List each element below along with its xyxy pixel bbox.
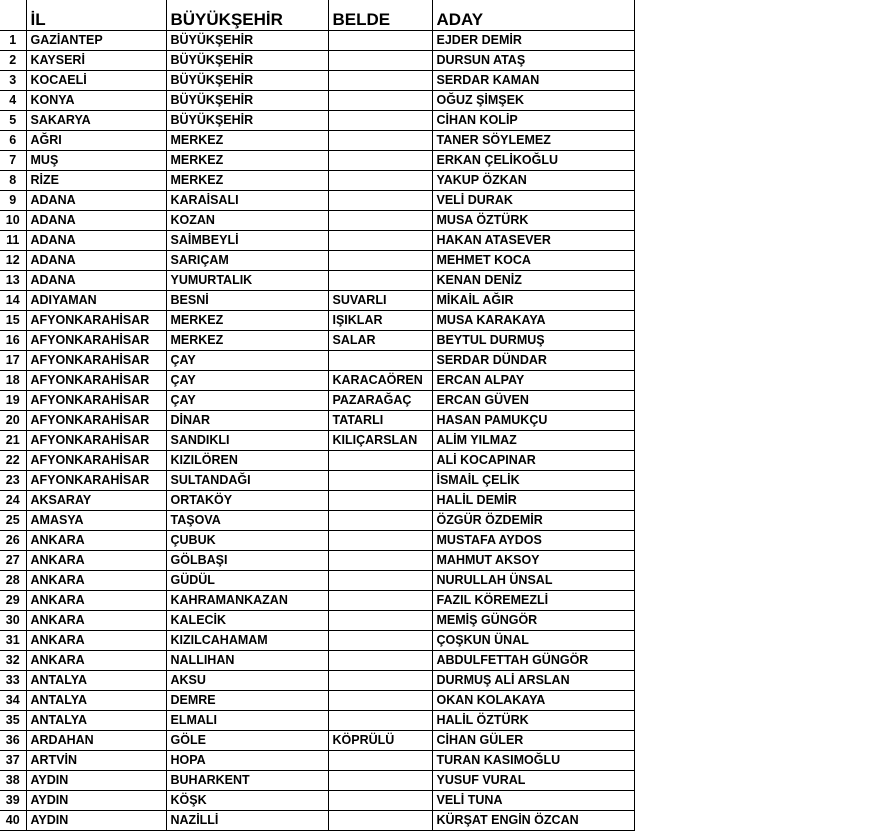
row-index: 2 (0, 51, 26, 71)
table-row (0, 771, 634, 791)
cell-buyuksehir: NAZİLLİ (166, 811, 328, 831)
table-row (0, 131, 634, 151)
cell-aday: YUSUF VURAL (432, 771, 634, 791)
cell-il: MUŞ (26, 151, 166, 171)
table-row (0, 511, 634, 531)
row-index: 30 (0, 611, 26, 631)
cell-il: ANTALYA (26, 691, 166, 711)
cell-buyuksehir: MERKEZ (166, 171, 328, 191)
cell-il: AFYONKARAHİSAR (26, 471, 166, 491)
cell-il: GAZİANTEP (26, 31, 166, 51)
cell-il: ANKARA (26, 551, 166, 571)
cell-belde: IŞIKLAR (328, 311, 432, 331)
cell-belde (328, 651, 432, 671)
table-row (0, 111, 634, 131)
cell-belde (328, 191, 432, 211)
cell-belde (328, 151, 432, 171)
table-row (0, 551, 634, 571)
cell-aday: KENAN DENİZ (432, 271, 634, 291)
cell-buyuksehir: YUMURTALIK (166, 271, 328, 291)
cell-aday: TANER SÖYLEMEZ (432, 131, 634, 151)
cell-belde (328, 611, 432, 631)
cell-buyuksehir: SAİMBEYLİ (166, 231, 328, 251)
header-buyuksehir: BÜYÜKŞEHİR (166, 0, 328, 31)
row-index: 37 (0, 751, 26, 771)
cell-belde (328, 811, 432, 831)
cell-aday: HALİL ÖZTÜRK (432, 711, 634, 731)
cell-aday: SERDAR DÜNDAR (432, 351, 634, 371)
cell-buyuksehir: SULTANDAĞI (166, 471, 328, 491)
row-index: 13 (0, 271, 26, 291)
cell-aday: HASAN PAMUKÇU (432, 411, 634, 431)
cell-il: AYDIN (26, 771, 166, 791)
cell-buyuksehir: BÜYÜKŞEHİR (166, 111, 328, 131)
table-row (0, 171, 634, 191)
cell-buyuksehir: GÜDÜL (166, 571, 328, 591)
row-index: 36 (0, 731, 26, 751)
table-row (0, 151, 634, 171)
cell-il: ANKARA (26, 571, 166, 591)
cell-il: KOCAELİ (26, 71, 166, 91)
cell-il: AĞRI (26, 131, 166, 151)
table-row (0, 191, 634, 211)
cell-il: KAYSERİ (26, 51, 166, 71)
table-row (0, 371, 634, 391)
cell-aday: KÜRŞAT ENGİN ÖZCAN (432, 811, 634, 831)
row-index: 18 (0, 371, 26, 391)
table-row (0, 451, 634, 471)
cell-aday: ERCAN ALPAY (432, 371, 634, 391)
cell-belde (328, 551, 432, 571)
cell-buyuksehir: NALLIHAN (166, 651, 328, 671)
cell-belde (328, 211, 432, 231)
cell-aday: CİHAN GÜLER (432, 731, 634, 751)
cell-aday: TURAN KASIMOĞLU (432, 751, 634, 771)
cell-il: ADIYAMAN (26, 291, 166, 311)
table-row (0, 431, 634, 451)
cell-buyuksehir: SARIÇAM (166, 251, 328, 271)
cell-belde (328, 91, 432, 111)
cell-il: AFYONKARAHİSAR (26, 331, 166, 351)
cell-buyuksehir: KIZILÖREN (166, 451, 328, 471)
cell-belde (328, 631, 432, 651)
cell-aday: MAHMUT AKSOY (432, 551, 634, 571)
cell-il: AFYONKARAHİSAR (26, 451, 166, 471)
row-index: 11 (0, 231, 26, 251)
cell-il: ANKARA (26, 611, 166, 631)
cell-belde (328, 491, 432, 511)
cell-buyuksehir: KOZAN (166, 211, 328, 231)
cell-aday: ALİ KOCAPINAR (432, 451, 634, 471)
cell-buyuksehir: TAŞOVA (166, 511, 328, 531)
cell-buyuksehir: MERKEZ (166, 311, 328, 331)
cell-il: ANKARA (26, 631, 166, 651)
cell-belde: SALAR (328, 331, 432, 351)
cell-buyuksehir: HOPA (166, 751, 328, 771)
cell-aday: ÇOŞKUN ÜNAL (432, 631, 634, 651)
cell-buyuksehir: KIZILCAHAMAM (166, 631, 328, 651)
cell-buyuksehir: GÖLBAŞI (166, 551, 328, 571)
table-row (0, 631, 634, 651)
cell-il: AFYONKARAHİSAR (26, 371, 166, 391)
table-row (0, 331, 634, 351)
cell-il: SAKARYA (26, 111, 166, 131)
row-index: 4 (0, 91, 26, 111)
cell-buyuksehir: ÇAY (166, 391, 328, 411)
cell-buyuksehir: ÇAY (166, 371, 328, 391)
cell-buyuksehir: SANDIKLI (166, 431, 328, 451)
cell-buyuksehir: DİNAR (166, 411, 328, 431)
cell-aday: EJDER DEMİR (432, 31, 634, 51)
cell-buyuksehir: KAHRAMANKAZAN (166, 591, 328, 611)
header-index (0, 0, 26, 31)
row-index: 27 (0, 551, 26, 571)
row-index: 40 (0, 811, 26, 831)
cell-il: AFYONKARAHİSAR (26, 351, 166, 371)
header-il: İL (26, 0, 166, 31)
cell-il: ADANA (26, 251, 166, 271)
table-row (0, 211, 634, 231)
row-index: 26 (0, 531, 26, 551)
table-row (0, 31, 634, 51)
cell-belde: KARACAÖREN (328, 371, 432, 391)
row-index: 34 (0, 691, 26, 711)
cell-belde (328, 531, 432, 551)
cell-il: AFYONKARAHİSAR (26, 431, 166, 451)
cell-belde (328, 131, 432, 151)
row-index: 38 (0, 771, 26, 791)
table-row (0, 51, 634, 71)
cell-buyuksehir: BÜYÜKŞEHİR (166, 71, 328, 91)
row-index: 25 (0, 511, 26, 531)
cell-belde (328, 691, 432, 711)
cell-aday: FAZIL KÖREMEZLİ (432, 591, 634, 611)
cell-belde (328, 111, 432, 131)
cell-belde (328, 771, 432, 791)
row-index: 14 (0, 291, 26, 311)
row-index: 20 (0, 411, 26, 431)
cell-il: KONYA (26, 91, 166, 111)
table-row (0, 691, 634, 711)
cell-buyuksehir: MERKEZ (166, 131, 328, 151)
table-row (0, 351, 634, 371)
cell-belde (328, 271, 432, 291)
row-index: 23 (0, 471, 26, 491)
cell-belde: SUVARLI (328, 291, 432, 311)
row-index: 39 (0, 791, 26, 811)
cell-buyuksehir: GÖLE (166, 731, 328, 751)
row-index: 10 (0, 211, 26, 231)
cell-aday: MİKAİL AĞIR (432, 291, 634, 311)
cell-belde (328, 511, 432, 531)
row-index: 3 (0, 71, 26, 91)
cell-aday: HAKAN ATASEVER (432, 231, 634, 251)
table-row (0, 391, 634, 411)
table-row (0, 671, 634, 691)
row-index: 21 (0, 431, 26, 451)
cell-il: ANKARA (26, 531, 166, 551)
table-row (0, 271, 634, 291)
cell-aday: MUSA ÖZTÜRK (432, 211, 634, 231)
table-row (0, 291, 634, 311)
cell-belde: TATARLI (328, 411, 432, 431)
row-index: 16 (0, 331, 26, 351)
table-row (0, 491, 634, 511)
table-row (0, 811, 634, 831)
cell-belde (328, 351, 432, 371)
row-index: 7 (0, 151, 26, 171)
cell-aday: DURSUN ATAŞ (432, 51, 634, 71)
row-index: 9 (0, 191, 26, 211)
row-index: 33 (0, 671, 26, 691)
row-index: 31 (0, 631, 26, 651)
cell-aday: OKAN KOLAKAYA (432, 691, 634, 711)
cell-buyuksehir: BÜYÜKŞEHİR (166, 31, 328, 51)
cell-buyuksehir: MERKEZ (166, 331, 328, 351)
row-index: 1 (0, 31, 26, 51)
cell-belde (328, 51, 432, 71)
cell-il: ADANA (26, 231, 166, 251)
cell-belde (328, 711, 432, 731)
table-row (0, 471, 634, 491)
cell-il: AYDIN (26, 791, 166, 811)
cell-aday: MUSA KARAKAYA (432, 311, 634, 331)
table-row (0, 711, 634, 731)
cell-il: ANKARA (26, 651, 166, 671)
cell-belde (328, 171, 432, 191)
cell-belde (328, 591, 432, 611)
cell-il: ARDAHAN (26, 731, 166, 751)
cell-aday: ERCAN GÜVEN (432, 391, 634, 411)
cell-buyuksehir: BUHARKENT (166, 771, 328, 791)
cell-il: ANKARA (26, 591, 166, 611)
table-row (0, 791, 634, 811)
cell-aday: OĞUZ ŞİMŞEK (432, 91, 634, 111)
cell-belde: KÖPRÜLÜ (328, 731, 432, 751)
header-belde: BELDE (328, 0, 432, 31)
cell-buyuksehir: BESNİ (166, 291, 328, 311)
cell-il: AKSARAY (26, 491, 166, 511)
cell-il: AMASYA (26, 511, 166, 531)
cell-belde (328, 671, 432, 691)
cell-buyuksehir: DEMRE (166, 691, 328, 711)
row-index: 35 (0, 711, 26, 731)
row-index: 8 (0, 171, 26, 191)
cell-aday: VELİ DURAK (432, 191, 634, 211)
cell-il: ANTALYA (26, 671, 166, 691)
cell-belde (328, 231, 432, 251)
cell-buyuksehir: MERKEZ (166, 151, 328, 171)
cell-buyuksehir: KARAİSALI (166, 191, 328, 211)
row-index: 15 (0, 311, 26, 331)
row-index: 22 (0, 451, 26, 471)
cell-aday: BEYTUL DURMUŞ (432, 331, 634, 351)
cell-il: AFYONKARAHİSAR (26, 411, 166, 431)
row-index: 29 (0, 591, 26, 611)
cell-belde (328, 251, 432, 271)
cell-il: AYDIN (26, 811, 166, 831)
cell-aday: VELİ TUNA (432, 791, 634, 811)
cell-aday: YAKUP ÖZKAN (432, 171, 634, 191)
table-row (0, 591, 634, 611)
table-row (0, 91, 634, 111)
cell-buyuksehir: BÜYÜKŞEHİR (166, 51, 328, 71)
row-index: 12 (0, 251, 26, 271)
row-index: 24 (0, 491, 26, 511)
header-aday: ADAY (432, 0, 634, 31)
table-row (0, 71, 634, 91)
cell-buyuksehir: AKSU (166, 671, 328, 691)
row-index: 32 (0, 651, 26, 671)
cell-il: ADANA (26, 211, 166, 231)
cell-belde (328, 751, 432, 771)
cell-belde (328, 471, 432, 491)
table-row (0, 251, 634, 271)
cell-aday: MUSTAFA AYDOS (432, 531, 634, 551)
cell-buyuksehir: BÜYÜKŞEHİR (166, 91, 328, 111)
cell-buyuksehir: ORTAKÖY (166, 491, 328, 511)
table-row (0, 651, 634, 671)
cell-aday: MEMİŞ GÜNGÖR (432, 611, 634, 631)
cell-aday: CİHAN KOLİP (432, 111, 634, 131)
cell-aday: ERKAN ÇELİKOĞLU (432, 151, 634, 171)
cell-aday: ABDULFETTAH GÜNGÖR (432, 651, 634, 671)
table-row (0, 731, 634, 751)
cell-belde: KILIÇARSLAN (328, 431, 432, 451)
row-index: 28 (0, 571, 26, 591)
cell-buyuksehir: ELMALI (166, 711, 328, 731)
row-index: 5 (0, 111, 26, 131)
cell-aday: DURMUŞ ALİ ARSLAN (432, 671, 634, 691)
cell-aday: İSMAİL ÇELİK (432, 471, 634, 491)
cell-aday: NURULLAH ÜNSAL (432, 571, 634, 591)
cell-buyuksehir: ÇAY (166, 351, 328, 371)
cell-aday: HALİL DEMİR (432, 491, 634, 511)
cell-belde (328, 791, 432, 811)
cell-buyuksehir: KÖŞK (166, 791, 328, 811)
cell-buyuksehir: ÇUBUK (166, 531, 328, 551)
table-row (0, 411, 634, 431)
table-row (0, 311, 634, 331)
cell-il: RİZE (26, 171, 166, 191)
table-row (0, 611, 634, 631)
cell-aday: ÖZGÜR ÖZDEMİR (432, 511, 634, 531)
header-row (0, 0, 634, 31)
cell-aday: ALİM YILMAZ (432, 431, 634, 451)
cell-il: ADANA (26, 191, 166, 211)
row-index: 6 (0, 131, 26, 151)
cell-belde (328, 71, 432, 91)
cell-aday: SERDAR KAMAN (432, 71, 634, 91)
cell-il: AFYONKARAHİSAR (26, 391, 166, 411)
cell-il: ADANA (26, 271, 166, 291)
table-row (0, 231, 634, 251)
cell-buyuksehir: KALECİK (166, 611, 328, 631)
cell-belde: PAZARAĞAÇ (328, 391, 432, 411)
row-index: 19 (0, 391, 26, 411)
cell-belde (328, 571, 432, 591)
table-row (0, 571, 634, 591)
cell-belde (328, 31, 432, 51)
cell-il: ANTALYA (26, 711, 166, 731)
cell-belde (328, 451, 432, 471)
row-index: 17 (0, 351, 26, 371)
table-row (0, 531, 634, 551)
table-row (0, 751, 634, 771)
cell-il: AFYONKARAHİSAR (26, 311, 166, 331)
cell-aday: MEHMET KOCA (432, 251, 634, 271)
cell-il: ARTVİN (26, 751, 166, 771)
